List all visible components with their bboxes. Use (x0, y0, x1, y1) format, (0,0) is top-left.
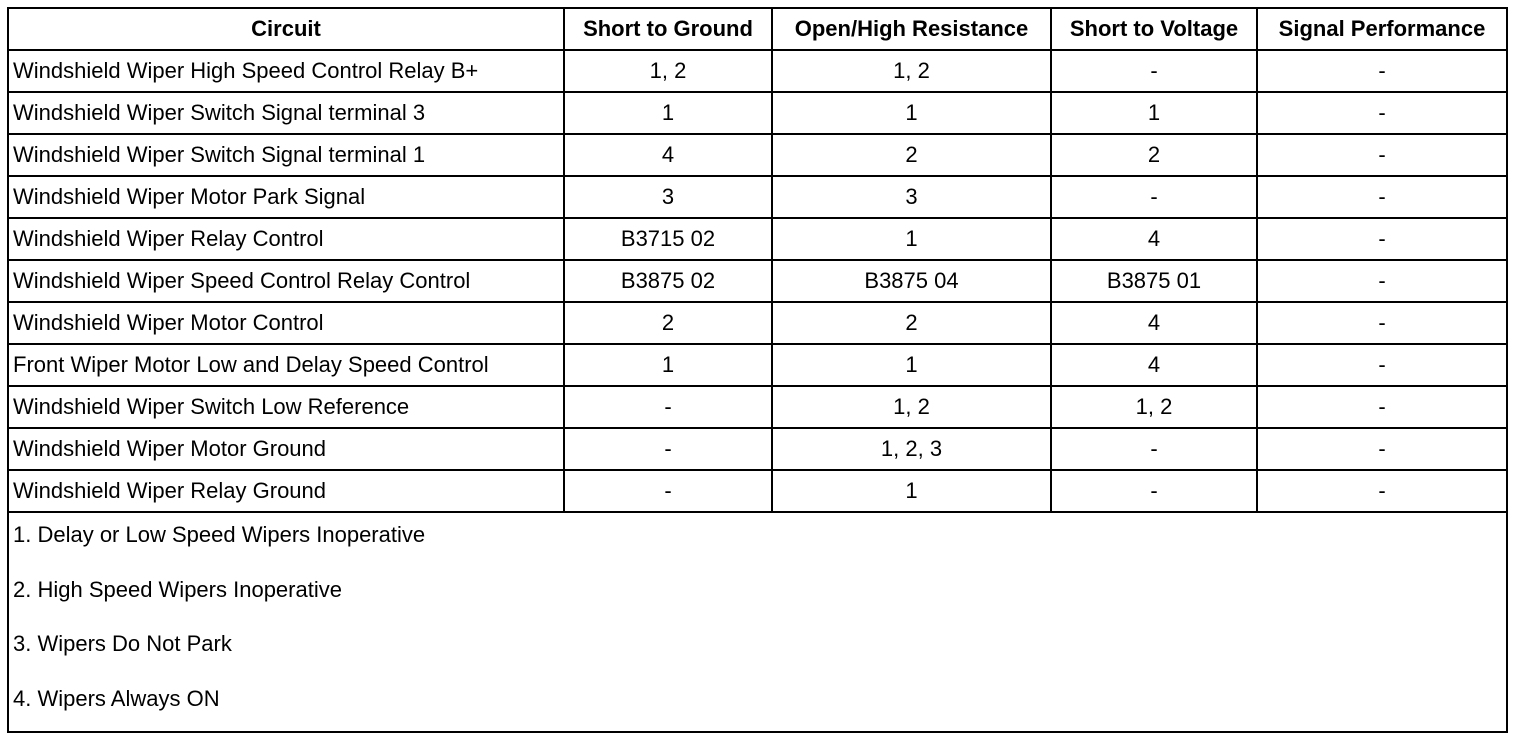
short-to-voltage-cell: - (1051, 470, 1257, 512)
short-to-ground-cell: B3715 02 (564, 218, 772, 260)
signal-performance-cell: - (1257, 134, 1507, 176)
open-high-resistance-cell: 1 (772, 344, 1051, 386)
header-short-to-voltage: Short to Voltage (1051, 8, 1257, 50)
short-to-ground-cell: 3 (564, 176, 772, 218)
note-item: 4. Wipers Always ON (13, 685, 220, 711)
signal-performance-cell: - (1257, 302, 1507, 344)
circuit-fault-table (7, 7, 1508, 733)
table-row (8, 470, 1507, 512)
table-row (8, 386, 1507, 428)
signal-performance-cell: - (1257, 50, 1507, 92)
short-to-voltage-cell: 1 (1051, 92, 1257, 134)
open-high-resistance-cell: B3875 04 (772, 260, 1051, 302)
note-item: 1. Delay or Low Speed Wipers Inoperative (13, 522, 426, 547)
short-to-ground-cell: 2 (564, 302, 772, 344)
header-row (8, 8, 1507, 50)
signal-performance-cell: - (1257, 92, 1507, 134)
circuit-cell: Windshield Wiper Relay Control (8, 218, 564, 260)
signal-performance-cell: - (1257, 176, 1507, 218)
circuit-cell: Windshield Wiper Motor Ground (8, 428, 564, 470)
circuit-cell: Windshield Wiper Motor Control (8, 302, 564, 344)
table-row (8, 176, 1507, 218)
circuit-cell: Windshield Wiper Switch Signal terminal 3 (8, 92, 564, 134)
short-to-ground-cell: B3875 02 (564, 260, 772, 302)
open-high-resistance-cell: 1, 2, 3 (772, 428, 1051, 470)
open-high-resistance-cell: 3 (772, 176, 1051, 218)
open-high-resistance-cell: 1, 2 (772, 50, 1051, 92)
short-to-voltage-cell: - (1051, 428, 1257, 470)
notes-cell (8, 512, 1507, 732)
circuit-cell: Windshield Wiper Switch Signal terminal 1 (8, 134, 564, 176)
table-row (8, 50, 1507, 92)
open-high-resistance-cell: 2 (772, 134, 1051, 176)
short-to-ground-cell: - (564, 428, 772, 470)
signal-performance-cell: - (1257, 344, 1507, 386)
short-to-voltage-cell: 4 (1051, 302, 1257, 344)
table-row (8, 134, 1507, 176)
short-to-ground-cell: 1, 2 (564, 50, 772, 92)
signal-performance-cell: - (1257, 470, 1507, 512)
circuit-cell: Windshield Wiper Relay Ground (8, 470, 564, 512)
table-row (8, 260, 1507, 302)
open-high-resistance-cell: 2 (772, 302, 1051, 344)
signal-performance-cell: - (1257, 428, 1507, 470)
header-circuit: Circuit (8, 8, 564, 50)
short-to-ground-cell: - (564, 470, 772, 512)
note-item: 2. High Speed Wipers Inoperative (13, 576, 342, 602)
signal-performance-cell: - (1257, 218, 1507, 260)
open-high-resistance-cell: 1 (772, 92, 1051, 134)
short-to-voltage-cell: 2 (1051, 134, 1257, 176)
header-signal-performance: Signal Performance (1257, 8, 1507, 50)
circuit-cell: Windshield Wiper Speed Control Relay Control (8, 260, 564, 302)
circuit-cell: Front Wiper Motor Low and Delay Speed Control (8, 344, 564, 386)
short-to-ground-cell: 4 (564, 134, 772, 176)
short-to-ground-cell: - (564, 386, 772, 428)
short-to-voltage-cell: 1, 2 (1051, 386, 1257, 428)
short-to-voltage-cell: 4 (1051, 344, 1257, 386)
note-item: 3. Wipers Do Not Park (13, 631, 232, 656)
table-row (8, 218, 1507, 260)
short-to-ground-cell: 1 (564, 92, 772, 134)
circuit-cell: Windshield Wiper Motor Park Signal (8, 176, 564, 218)
short-to-voltage-cell: - (1051, 176, 1257, 218)
short-to-voltage-cell: B3875 01 (1051, 260, 1257, 302)
header-open-high-resistance: Open/High Resistance (772, 8, 1051, 50)
signal-performance-cell: - (1257, 260, 1507, 302)
table-row (8, 428, 1507, 470)
table-row (8, 344, 1507, 386)
diagnostic-table-container (7, 7, 1506, 733)
short-to-voltage-cell: - (1051, 50, 1257, 92)
header-short-to-ground: Short to Ground (564, 8, 772, 50)
open-high-resistance-cell: 1 (772, 470, 1051, 512)
signal-performance-cell: - (1257, 386, 1507, 428)
table-row (8, 92, 1507, 134)
circuit-cell: Windshield Wiper Switch Low Reference (8, 386, 564, 428)
table-row (8, 302, 1507, 344)
short-to-ground-cell: 1 (564, 344, 772, 386)
circuit-cell: Windshield Wiper High Speed Control Relay B+ (8, 50, 564, 92)
open-high-resistance-cell: 1, 2 (772, 386, 1051, 428)
notes-row (8, 512, 1507, 732)
open-high-resistance-cell: 1 (772, 218, 1051, 260)
short-to-voltage-cell: 4 (1051, 218, 1257, 260)
